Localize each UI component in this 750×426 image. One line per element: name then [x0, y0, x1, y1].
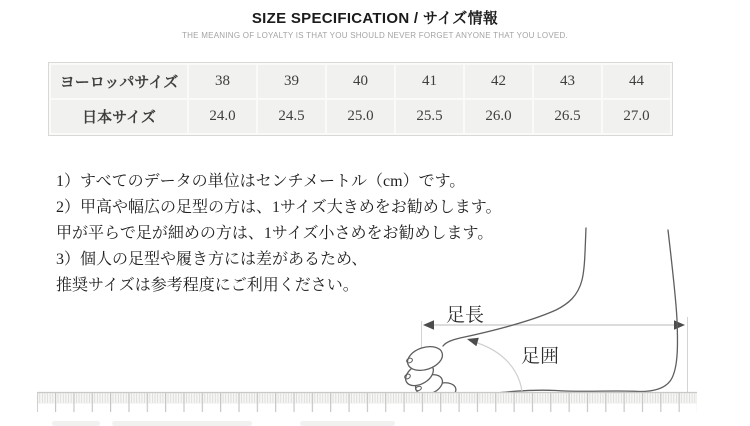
jp-size-value: 26.0 [465, 100, 532, 133]
eu-size-value: 40 [327, 65, 394, 98]
note-line-1: 1）すべてのデータの単位はセンチメートル（cm）です。 [56, 173, 466, 190]
size-table [48, 62, 673, 136]
arrow-left-icon [423, 320, 434, 330]
note-line-3: 甲が平らで足が細めの方は、1サイズ小さめをお勧めします。 [56, 225, 494, 242]
jp-size-label: 日本サイズ [51, 100, 187, 133]
page-subtitle: THE MEANING OF LOYALTY IS THAT YOU SHOULD NEVER FORGET ANYONE THAT YOU LOVED. [182, 31, 568, 40]
note-line-5: 推奨サイズは参考程度にご利用ください。 [56, 277, 359, 294]
eu-size-label: ヨーロッパサイズ [51, 65, 187, 98]
arrow-right-icon [674, 320, 685, 330]
eu-size-value: 42 [465, 65, 532, 98]
eu-size-value: 41 [396, 65, 463, 98]
foot-length-label: 足長 [446, 305, 485, 326]
jp-size-value: 25.5 [396, 100, 463, 133]
note-line-4: 3）個人の足型や履き方には差があるため、 [56, 251, 368, 268]
jp-size-value: 25.0 [327, 100, 394, 133]
page-title: SIZE SPECIFICATION / サイズ情報 [251, 10, 499, 27]
eu-size-value: 38 [189, 65, 256, 98]
foot-girth-label: 足囲 [521, 346, 560, 367]
foot-measurement-diagram [0, 220, 750, 426]
eu-size-value: 44 [603, 65, 670, 98]
table-row-eu-size [51, 65, 670, 98]
ruler [37, 392, 697, 412]
foot-girth-arrow [467, 338, 522, 391]
jp-size-value: 24.5 [258, 100, 325, 133]
note-line-2: 2）甲高や幅広の足型の方は、1サイズ大きめをお勧めします。 [56, 199, 502, 216]
arrow-up-left-icon [467, 338, 479, 347]
jp-size-value: 24.0 [189, 100, 256, 133]
eu-size-value: 43 [534, 65, 601, 98]
back-leg-heel-line [640, 230, 677, 392]
table-row-jp-size [51, 100, 670, 133]
jp-size-value: 26.5 [534, 100, 601, 133]
cropped-thumbnails [52, 421, 395, 426]
jp-size-value: 27.0 [603, 100, 670, 133]
eu-size-value: 39 [258, 65, 325, 98]
front-leg-line [443, 228, 586, 346]
